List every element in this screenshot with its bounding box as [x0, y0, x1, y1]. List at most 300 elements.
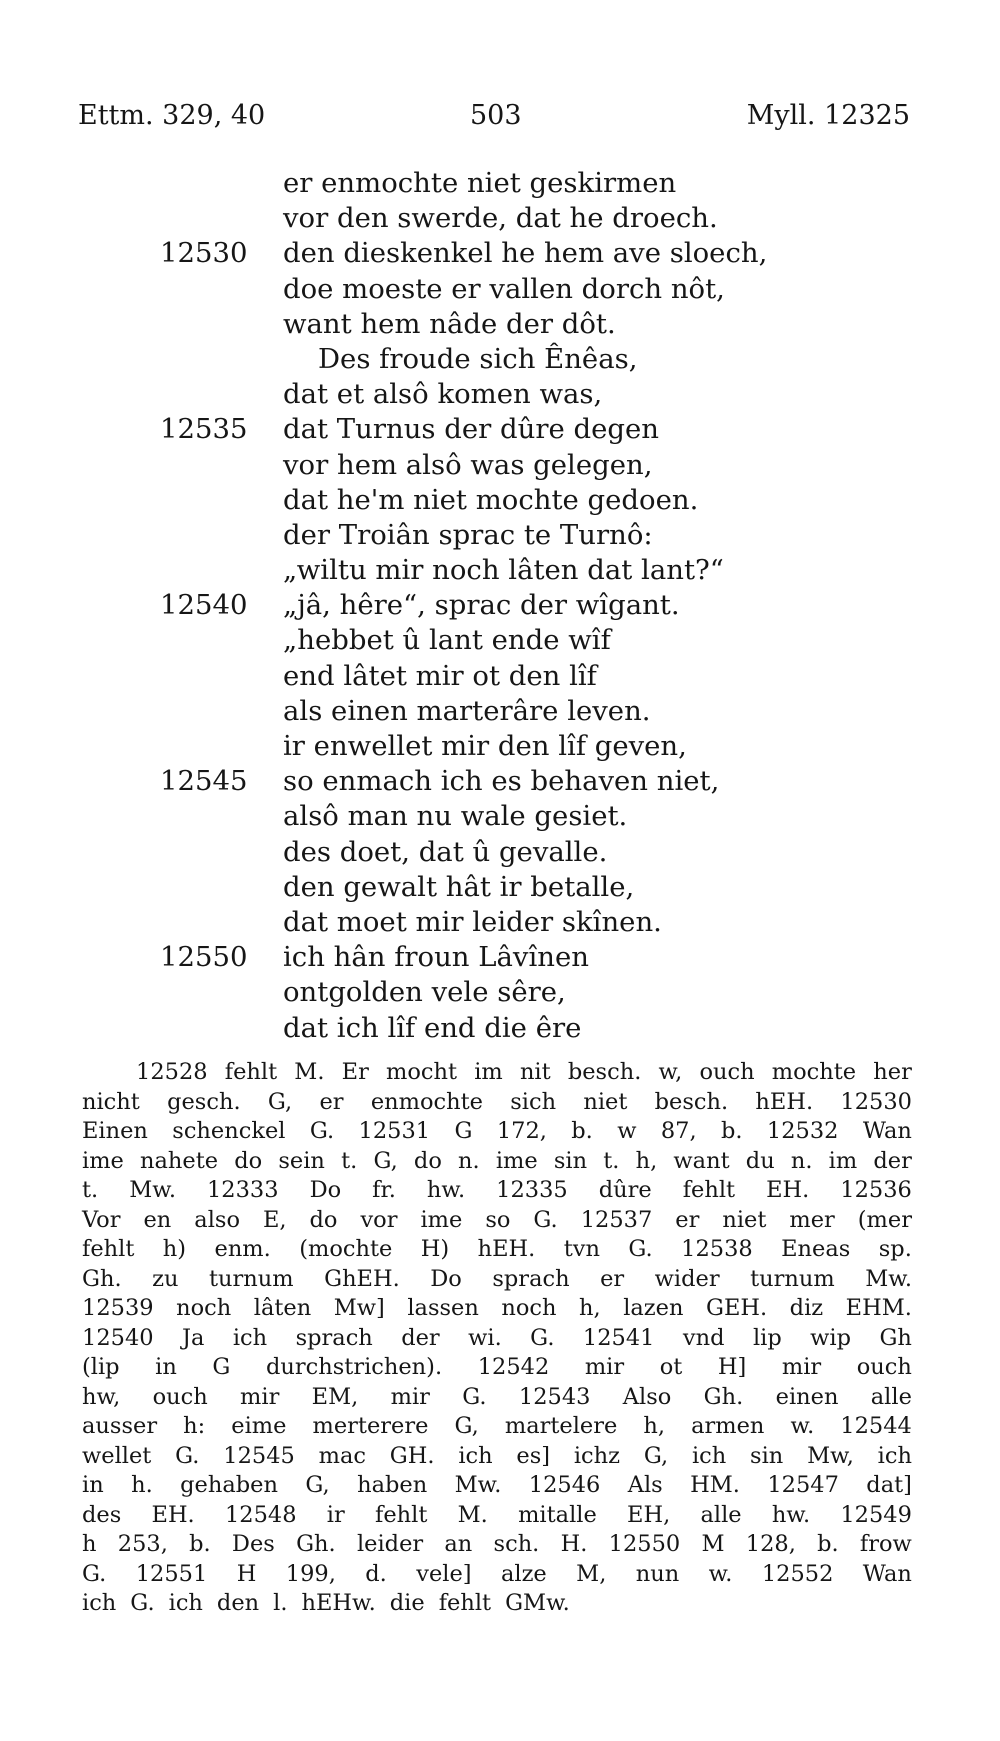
apparatus-word: hEH. [477, 1236, 536, 1262]
apparatus-line [82, 1530, 912, 1560]
apparatus-word: turnum [750, 1265, 835, 1292]
apparatus-word: n. [458, 1147, 480, 1174]
apparatus-word: hEH. [755, 1088, 814, 1115]
apparatus-word: (mochte [299, 1236, 393, 1262]
apparatus-word: sin [553, 1147, 588, 1174]
apparatus-word: EM, [311, 1383, 359, 1410]
apparatus-word: 12552 [761, 1560, 834, 1587]
apparatus-word: sprach [295, 1324, 373, 1351]
apparatus-line [82, 1353, 912, 1383]
apparatus-word: hw. [426, 1177, 466, 1203]
apparatus-word: die [389, 1590, 425, 1616]
apparatus-word: fr. [372, 1177, 396, 1203]
apparatus-word: 12549 [840, 1501, 912, 1528]
apparatus-word: b. [720, 1118, 743, 1144]
apparatus-word: Wan [862, 1118, 912, 1144]
apparatus-word: schenckel [172, 1118, 286, 1144]
apparatus-word: haben [357, 1472, 428, 1498]
apparatus-line [82, 1471, 912, 1501]
apparatus-word: her [873, 1059, 912, 1085]
verse-text-line: vor hem alsô was gelegen, [283, 448, 653, 481]
apparatus-word: Mw, [807, 1442, 854, 1469]
verse-text-line: ich hân froun Lâvînen [283, 941, 589, 974]
apparatus-word: t. [341, 1147, 358, 1174]
apparatus-word: er [675, 1206, 700, 1233]
verse-line [0, 518, 1000, 553]
apparatus-word: ouch [699, 1059, 755, 1085]
header-right-reference: Myll. 12325 [746, 100, 910, 131]
apparatus-word: 12539 [82, 1295, 154, 1321]
apparatus-word: w. [790, 1413, 815, 1439]
apparatus-word: merterere [312, 1413, 429, 1439]
apparatus-word: 12531 [358, 1118, 431, 1144]
apparatus-line [82, 1324, 912, 1354]
critical-apparatus [82, 1058, 912, 1619]
apparatus-word: ime [495, 1147, 538, 1174]
apparatus-word: Mw. [454, 1472, 502, 1498]
apparatus-word: M, [576, 1560, 607, 1587]
verse-line [0, 588, 1000, 623]
verse-text-line: vor den swerde, dat he droech. [283, 202, 718, 235]
verse-line [0, 975, 1000, 1010]
verse-line [0, 905, 1000, 940]
apparatus-word: 12545 [223, 1442, 295, 1469]
apparatus-line [82, 1442, 912, 1472]
apparatus-word: noch [176, 1295, 232, 1321]
apparatus-word: G. [530, 1324, 555, 1351]
verse-line [0, 553, 1000, 588]
apparatus-word: wider [654, 1265, 720, 1292]
apparatus-word: do [413, 1147, 442, 1174]
apparatus-word: turnum [208, 1265, 294, 1292]
verse-text-line: er enmochte niet geskirmen [283, 167, 677, 199]
apparatus-word: durchstrichen). [265, 1354, 443, 1380]
apparatus-word: h: [183, 1413, 206, 1439]
apparatus-word: 12532 [766, 1118, 839, 1144]
apparatus-word: mir [240, 1383, 280, 1410]
apparatus-word: h) [162, 1236, 187, 1262]
apparatus-word: tvn [563, 1236, 600, 1262]
verse-line [0, 483, 1000, 518]
apparatus-word: M [701, 1531, 725, 1557]
apparatus-word: dat] [866, 1472, 912, 1498]
apparatus-word: G, [454, 1413, 479, 1439]
verse-line [0, 377, 1000, 412]
apparatus-word: ir [326, 1501, 345, 1528]
apparatus-line [82, 1501, 912, 1531]
apparatus-word: zu [152, 1265, 179, 1292]
apparatus-word: nahete [140, 1147, 219, 1174]
apparatus-word: Also [622, 1383, 672, 1410]
apparatus-line [82, 1589, 912, 1619]
apparatus-word: (mer [857, 1206, 912, 1233]
verse-line [0, 729, 1000, 764]
apparatus-word: h [82, 1531, 97, 1557]
verse-line [0, 659, 1000, 694]
verse-text-line: Des froude sich Ênêas, [318, 342, 638, 375]
apparatus-word: G, [643, 1442, 669, 1469]
apparatus-word: 253, [117, 1531, 168, 1557]
line-number: 12535 [160, 413, 248, 446]
apparatus-word: 12537 [580, 1206, 653, 1233]
apparatus-word: 12551 [135, 1560, 208, 1587]
verse-text-line: doe moeste er vallen dorch nôt, [283, 272, 725, 305]
apparatus-word: Gh [879, 1324, 912, 1351]
apparatus-word: G. [462, 1383, 487, 1410]
line-number: 12545 [160, 765, 248, 798]
verse-text [0, 166, 1000, 1046]
apparatus-word: sich [510, 1088, 557, 1115]
apparatus-word: b. [571, 1118, 593, 1144]
verse-text-line: want hem nâde der dôt. [283, 307, 616, 340]
apparatus-word: want [673, 1147, 730, 1174]
apparatus-word: 12540 [82, 1324, 154, 1351]
verse-line [0, 201, 1000, 236]
apparatus-word: G, [305, 1472, 330, 1498]
apparatus-word: armen [691, 1413, 765, 1439]
apparatus-word: H) [420, 1236, 450, 1262]
header-left-reference: Ettm. 329, 40 [78, 100, 266, 131]
apparatus-word: lazen [623, 1295, 684, 1321]
apparatus-word: 12548 [224, 1501, 297, 1528]
apparatus-word: ime [420, 1206, 463, 1233]
apparatus-word: diz [789, 1295, 824, 1321]
verse-line [0, 448, 1000, 483]
verse-line [0, 799, 1000, 834]
apparatus-word: h, [643, 1413, 666, 1439]
apparatus-word: h. [131, 1472, 153, 1498]
apparatus-word: 12543 [518, 1383, 591, 1410]
apparatus-word: im [474, 1059, 503, 1085]
apparatus-word: 172, [496, 1118, 547, 1144]
verse-line [0, 623, 1000, 658]
apparatus-word: alle [700, 1501, 742, 1528]
apparatus-word: H. [560, 1531, 588, 1557]
apparatus-word: Gh. [296, 1531, 336, 1557]
apparatus-word: HM. [690, 1472, 740, 1498]
apparatus-word: in [155, 1354, 177, 1380]
verse-line [0, 272, 1000, 307]
apparatus-word: vor [360, 1206, 398, 1233]
apparatus-word: t. [82, 1177, 99, 1203]
apparatus-word: G. [175, 1442, 200, 1469]
verse-line [0, 412, 1000, 447]
apparatus-word: einen [775, 1383, 839, 1410]
apparatus-word: Mw. [865, 1265, 912, 1292]
apparatus-word: er [600, 1265, 625, 1292]
apparatus-word: EHM. [845, 1295, 912, 1321]
apparatus-word: EH. [151, 1501, 195, 1528]
verse-text-line: ir enwellet mir den lîf geven, [283, 730, 687, 762]
apparatus-word: G [454, 1118, 473, 1144]
verse-line [0, 940, 1000, 975]
verse-text-line: „wiltu mir noch lâten dat lant?“ [283, 554, 724, 587]
apparatus-word: 12333 [206, 1177, 279, 1203]
apparatus-word: also [194, 1206, 240, 1233]
apparatus-word: wip [810, 1324, 852, 1351]
apparatus-word: 12536 [840, 1177, 912, 1203]
apparatus-word: w. [708, 1560, 733, 1587]
apparatus-word: Einen [82, 1118, 148, 1144]
apparatus-line [82, 1117, 912, 1147]
apparatus-word: wi. [468, 1324, 502, 1351]
verse-line [0, 835, 1000, 870]
apparatus-word: mocht [386, 1059, 458, 1085]
apparatus-word: alle [870, 1383, 912, 1410]
apparatus-word: ouch [152, 1383, 208, 1410]
apparatus-word: 12547 [767, 1472, 839, 1498]
apparatus-word: t. [603, 1147, 620, 1174]
verse-line [0, 342, 1000, 377]
apparatus-word: d. [365, 1560, 387, 1587]
apparatus-word: fehlt [82, 1236, 135, 1262]
apparatus-word: fehlt [682, 1177, 736, 1203]
verse-text-line: den gewalt hât ir betalle, [283, 870, 635, 903]
apparatus-word: sch. [493, 1531, 540, 1557]
verse-text-line: der Troiân sprac te Turnô: [283, 518, 653, 551]
apparatus-word: 12538 [681, 1236, 753, 1262]
apparatus-word: Do [309, 1177, 342, 1203]
apparatus-word: hEHw. [301, 1590, 376, 1616]
apparatus-word: mochte [771, 1059, 857, 1085]
apparatus-word: Er [341, 1059, 369, 1085]
apparatus-word: enmochte [370, 1088, 483, 1115]
apparatus-word: der [401, 1324, 440, 1351]
apparatus-word: ich [877, 1442, 912, 1469]
apparatus-line [82, 1088, 912, 1118]
apparatus-word: ausser [82, 1413, 158, 1439]
apparatus-word: enm. [214, 1236, 271, 1262]
apparatus-word: gesch. [167, 1088, 241, 1115]
apparatus-word: ich [691, 1442, 727, 1469]
verse-text-line: dat ich lîf end die êre [283, 1011, 582, 1044]
apparatus-word: Mw] [333, 1295, 385, 1321]
apparatus-word: eime [231, 1413, 287, 1439]
apparatus-word: niet [583, 1088, 628, 1115]
apparatus-word: den [216, 1590, 260, 1616]
apparatus-word: Des [231, 1531, 275, 1557]
apparatus-word: Eneas [781, 1236, 851, 1262]
apparatus-word: mir [781, 1354, 822, 1380]
apparatus-word: nun [635, 1560, 680, 1587]
verse-text-line: alsô man nu wale gesiet. [283, 800, 628, 833]
apparatus-word: mac [318, 1442, 366, 1469]
apparatus-word: gehaben [180, 1472, 278, 1498]
line-number: 12550 [160, 941, 248, 974]
verse-line [0, 166, 1000, 201]
apparatus-word: besch. [567, 1059, 642, 1085]
apparatus-word: 12528 [136, 1059, 208, 1085]
verse-text-line: so enmach ich es behaven niet, [283, 765, 720, 798]
apparatus-line [82, 1058, 912, 1088]
apparatus-word: der [873, 1147, 912, 1174]
apparatus-word: Vor [82, 1206, 121, 1233]
apparatus-word: ot [659, 1354, 683, 1380]
apparatus-word: G, [267, 1088, 293, 1115]
apparatus-word: G. [628, 1236, 653, 1262]
apparatus-word: G. [533, 1206, 558, 1233]
apparatus-word: ich [232, 1324, 268, 1351]
apparatus-word: G. [130, 1590, 155, 1616]
apparatus-word: Als [627, 1472, 663, 1498]
apparatus-word: alze [500, 1560, 547, 1587]
apparatus-word: 128, [745, 1531, 796, 1557]
apparatus-word: mir [584, 1354, 625, 1380]
apparatus-line [82, 1383, 912, 1413]
apparatus-word: Gh. [82, 1265, 122, 1292]
apparatus-line [82, 1176, 912, 1206]
verse-line [0, 694, 1000, 729]
verse-line [0, 307, 1000, 342]
apparatus-word: fehlt [375, 1501, 428, 1528]
apparatus-word: sp. [878, 1236, 912, 1262]
apparatus-word: ich [458, 1442, 493, 1469]
apparatus-word: hw, [82, 1383, 121, 1410]
apparatus-word: EH. [766, 1177, 810, 1203]
apparatus-word: 12530 [840, 1088, 912, 1115]
apparatus-word: do [309, 1206, 338, 1233]
apparatus-word: niet [722, 1206, 767, 1233]
apparatus-word: mir [390, 1383, 430, 1410]
apparatus-word: mer [789, 1206, 835, 1233]
verse-text-line: dat he'm niet mochte gedoen. [283, 483, 699, 516]
page-number: 503 [470, 100, 522, 131]
verse-text-line: des doet, dat û gevalle. [283, 835, 608, 868]
apparatus-word: frow [859, 1531, 912, 1557]
apparatus-word: en [143, 1206, 172, 1233]
verse-text-line: als einen marterâre leven. [283, 694, 651, 727]
apparatus-word: an [444, 1531, 473, 1557]
verse-line [0, 1011, 1000, 1046]
apparatus-word: des [82, 1501, 122, 1528]
apparatus-word: ime [82, 1147, 124, 1174]
apparatus-word: Gh. [703, 1383, 744, 1410]
apparatus-word: ich [82, 1590, 117, 1616]
line-number: 12540 [160, 589, 248, 622]
verse-text-line: „hebbet û lant ende wîf [283, 624, 611, 657]
apparatus-word: l. [273, 1590, 288, 1616]
verse-text-line: dat et alsô komen was, [283, 378, 603, 411]
apparatus-word: lassen [407, 1295, 479, 1321]
apparatus-word: G. [309, 1118, 335, 1144]
apparatus-word: du [745, 1147, 775, 1174]
apparatus-word: leider [356, 1531, 424, 1557]
apparatus-word: 87, [660, 1118, 697, 1144]
apparatus-word: 12542 [477, 1354, 550, 1380]
apparatus-word: wellet [82, 1442, 152, 1469]
apparatus-word: martelere [504, 1413, 618, 1439]
apparatus-word: sein [278, 1147, 325, 1174]
apparatus-word: 199, [285, 1560, 336, 1587]
apparatus-word: n. [790, 1147, 813, 1174]
apparatus-line [82, 1412, 912, 1442]
apparatus-word: h, [579, 1295, 601, 1321]
apparatus-line [82, 1206, 912, 1236]
apparatus-word: dûre [598, 1177, 652, 1203]
apparatus-word: er [319, 1088, 344, 1115]
apparatus-word: E, [262, 1206, 287, 1233]
apparatus-word: besch. [654, 1088, 729, 1115]
apparatus-word: Ja [182, 1324, 205, 1351]
apparatus-word: in [82, 1472, 104, 1498]
apparatus-word: w, [658, 1059, 683, 1085]
apparatus-word: sprach [492, 1265, 570, 1292]
apparatus-word: ichz [573, 1442, 621, 1469]
apparatus-word: lip [752, 1324, 782, 1351]
apparatus-word: so [485, 1206, 511, 1233]
apparatus-line [82, 1265, 912, 1295]
apparatus-line [82, 1294, 912, 1324]
apparatus-word: nit [519, 1059, 551, 1085]
verse-text-line: dat moet mir leider skînen. [283, 905, 662, 938]
apparatus-word: GEH. [705, 1295, 768, 1321]
verse-text-line: ontgolden vele sêre, [283, 976, 566, 1009]
verse-line [0, 764, 1000, 799]
apparatus-word: Wan [862, 1560, 912, 1587]
apparatus-word: 12541 [582, 1324, 655, 1351]
apparatus-word: 12546 [528, 1472, 601, 1498]
apparatus-word: M. [457, 1501, 488, 1528]
apparatus-word: Mw. [129, 1177, 176, 1203]
apparatus-word: do [234, 1147, 263, 1174]
apparatus-word: G. [82, 1560, 107, 1587]
apparatus-word: w [617, 1118, 637, 1144]
apparatus-word: lâten [253, 1295, 312, 1321]
apparatus-word: h, [635, 1147, 658, 1174]
apparatus-word: 12544 [840, 1413, 912, 1439]
apparatus-word: im [828, 1147, 858, 1174]
apparatus-word: H [236, 1560, 257, 1587]
apparatus-word: vnd [682, 1324, 725, 1351]
apparatus-line [82, 1235, 912, 1265]
apparatus-word: EH, [627, 1501, 671, 1528]
apparatus-word: GhEH. [324, 1265, 400, 1292]
apparatus-word: es] [516, 1442, 551, 1469]
apparatus-word: nicht [82, 1088, 140, 1115]
apparatus-word: b. [189, 1531, 211, 1557]
running-header [78, 100, 910, 140]
apparatus-word: G [212, 1354, 231, 1380]
apparatus-word: fehlt [224, 1059, 278, 1085]
apparatus-word: M. [294, 1059, 325, 1085]
verse-text-line: „jâ, hêre“, sprac der wîgant. [283, 589, 680, 622]
verse-text-line: end lâtet mir ot den lîf [283, 659, 597, 692]
apparatus-word: H] [717, 1354, 747, 1380]
verse-line [0, 236, 1000, 271]
apparatus-word: ouch [856, 1354, 912, 1380]
apparatus-word: vele] [416, 1560, 472, 1587]
apparatus-word: mitalle [518, 1501, 597, 1528]
apparatus-word: b. [817, 1531, 839, 1557]
apparatus-word: GH. [389, 1442, 435, 1469]
apparatus-line [82, 1560, 912, 1590]
apparatus-word: (lip [82, 1354, 120, 1380]
apparatus-word: noch [501, 1295, 557, 1321]
verse-text-line: dat Turnus der dûre degen [283, 413, 659, 446]
apparatus-word: Do [430, 1265, 462, 1292]
verse-line [0, 870, 1000, 905]
apparatus-word: ich [168, 1590, 203, 1616]
apparatus-word: 12550 [608, 1531, 681, 1557]
apparatus-word: GMw. [505, 1590, 570, 1616]
apparatus-word: 12335 [496, 1177, 568, 1203]
apparatus-word: hw. [771, 1501, 811, 1528]
apparatus-word: G, [373, 1147, 398, 1174]
line-number: 12530 [160, 237, 248, 270]
apparatus-word: sin [750, 1442, 784, 1469]
apparatus-line [82, 1147, 912, 1177]
verse-text-line: den dieskenkel he hem ave sloech, [283, 237, 768, 270]
